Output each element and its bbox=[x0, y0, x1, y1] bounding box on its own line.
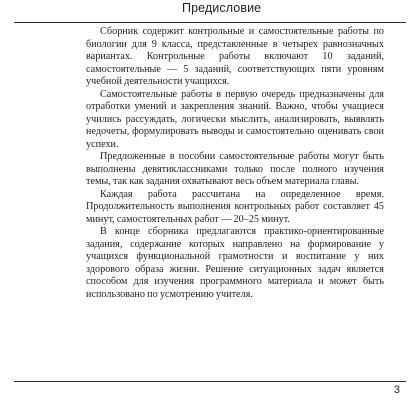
page-footer bbox=[14, 381, 406, 396]
paragraph: Каждая работа рассчитана на определенное время. Продолжительность выполнения контрольных работ составляет 45 минут, самостоятельных работ — 20–25 минут. bbox=[86, 188, 384, 225]
paragraph: Самостоятельные работы в первую очередь предназначены для отработки умений и закрепления знаний. Важно, чтобы учащиеся учились рассуждать, логически мыслить, анализировать, выявлять недочеты, формулировать выводы и самостоятельно оценивать свои успехи. bbox=[86, 88, 384, 150]
paragraph: В конце сборника предлагаются практико-ориентированные задания, содержание которых направлено на формирование у учащихся функциональной грамотности и воспитание у них здорового образа жизни. Решение ситуационных задач является способом для изучения программного материала и может быть использовано по усмотрению учителя. bbox=[86, 226, 384, 300]
paragraph: Предложенные в пособии самостоятельные работы могут быть выполнены девятиклассниками только после полного изучения темы, так как задания охватывают весь объем материала главы. bbox=[86, 151, 384, 187]
preface-text bbox=[86, 26, 384, 301]
page-number: 3 bbox=[393, 384, 400, 396]
paragraph: Сборник содержит контрольные и самостоятельные работы по биологии для 9 класса, представленные в четырех равнозначных вариантах. Контрольные работы включают 10 заданий, самостоятельные — 5 заданий, соответствующих пяти уровням учебной деятельности учащихся. bbox=[86, 26, 384, 87]
section-title: Предисловие bbox=[182, 1, 262, 15]
running-header bbox=[14, 0, 406, 23]
